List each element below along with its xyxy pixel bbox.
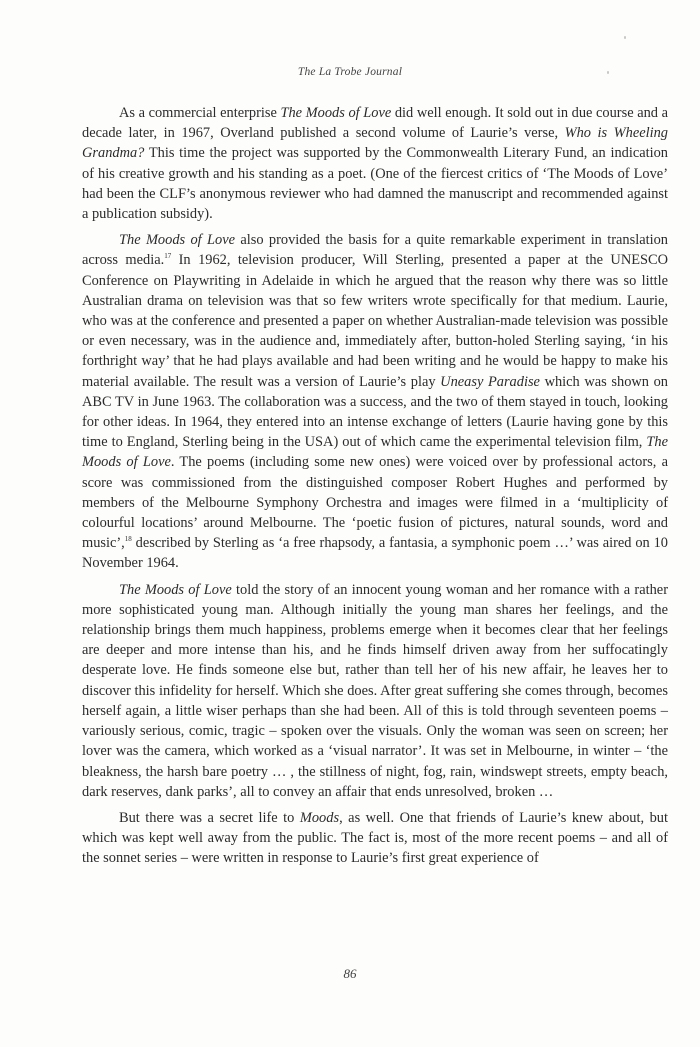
text-run: also provided the basis for a quite remarkable experiment in translation across media. [82,232,668,269]
footnote-ref: 18 [124,535,132,544]
text-run: described by Sterling as ‘a free rhapsody, a fantasia, a symphonic poem …’ was aired on 10 November 1964. [82,535,668,572]
paragraph-1 [82,103,668,224]
text-run: This time the project was supported by the Commonwealth Literary Fund, an indication of his creative growth and his standing as a poet. (One of the fiercest critics of ‘The Moods of Love’ had been the CLF’s anonymous reviewer who had damned the manuscript and recommended against a publication subsidy). [82,145,668,223]
text-run: . The poems (including some new ones) were voiced over by professional actors, a score was commissioned from the distinguished composer Robert Hughes and performed by members of the Melbourne Symphony Orchestra and images were filmed in a ‘multiplicity of colourful locations’ around Melbourne. The ‘poetic fusion of pictures, natural sounds, word and music’, [82,454,668,552]
italic-title: Who is Wheeling Grandma? [82,125,668,162]
body-text [82,103,668,875]
italic-title: The Moods of Love [82,434,668,471]
text-run: But there was a secret life to [119,809,300,826]
scan-speck [624,36,626,39]
text-run: As a commercial enterprise [119,105,281,121]
text-run: In 1962, television producer, Will Sterling, presented a paper at the UNESCO Conference on Playwriting in Adelaide in which he argued that the reason why there was so little Australian drama on television was that so few writers wrote specifically for that medium. Laurie, who was at the conference and presented a paper on whether Australian-made television was possible or even necessary, was in the audience and, immediately after, button-holed Sterling saying, ‘in his forthright way’ that he had plays available and had been writing and he would be happy to make his material available. The result was a version of Laurie’s play [82,252,669,390]
italic-title: The Moods of Love [119,232,236,249]
scan-speck [607,71,609,74]
italic-title: The Moods of Love [280,105,392,121]
text-run: did well enough. It sold out in due course and a decade later, in 1967, Overland published a second volume of Laurie’s verse, [82,105,668,142]
italic-title: The Moods of Love [119,581,232,598]
footnote-ref: 17 [164,252,172,261]
italic-title: Uneasy Paradise [440,373,540,390]
paragraph-3 [82,580,668,802]
text-run: , as well. One that friends of Laurie’s knew about, but which was kept well away from the public. The fact is, most of the more recent poems – and all of the sonnet series – were written in response to Laurie’s first great experience of [82,809,668,867]
paragraph-4 [82,808,668,869]
text-run: told the story of an innocent young woman and her romance with a rather more sophisticated young man. Although initially the young man shares her feelings, and the relationship brings them much happiness, problems emerge when it becomes clear that her feelings are deeper and more intense than his, and he finds himself driven away from her suffocatingly desperate love. He finds someone else but, rather than tell her of his new affair, he leaves her to discover this infidelity for herself. Which she does. After great suffering she comes through, becomes herself again, a little wiser perhaps than she had been. All of this is told through seventeen poems – variously serious, comic, tragic – spoken over the visuals. Only the woman was seen on screen; her lover was the camera, which worked as a ‘visual narrator’. It was set in Melbourne, in winter – ‘the bleakness, the harsh bare poetry … , the stillness of night, fog, rain, windswept streets, empty beach, dark reserves, dank parks’, all to convey an affair that ends unresolved, broken … [82,581,668,800]
running-head: The La Trobe Journal [297,66,403,78]
paragraph-2 [82,230,668,573]
page-number: 86 [343,966,357,981]
text-run: which was shown on ABC TV in June 1963. The collaboration was a success, and the two of them stayed in touch, looking for other ideas. In 1964, they entered into an intense exchange of letters (Laurie having gone by this time to England, Sterling being in the USA) out of which came the experimental television film, [82,373,669,451]
italic-title: Moods [299,809,340,826]
